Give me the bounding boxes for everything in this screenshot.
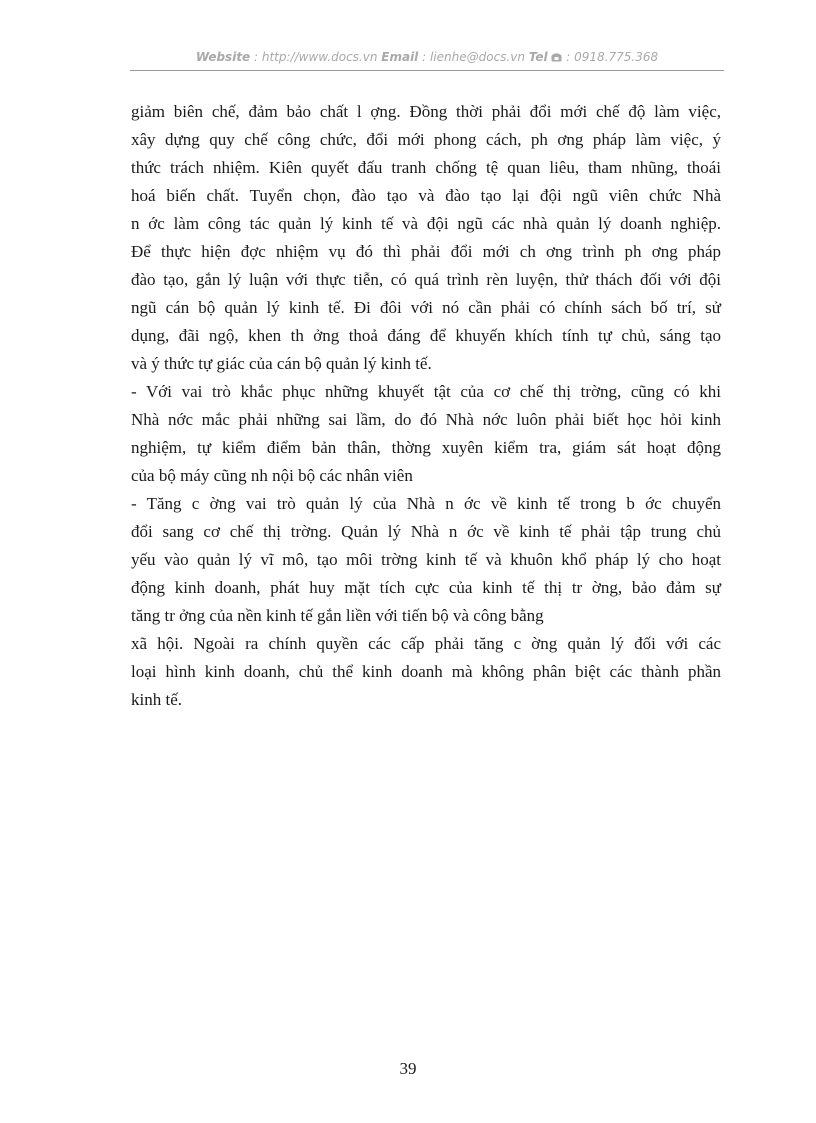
text-line: xã hội. Ngoài ra chính quyền các cấp phải tăng c ờng quản lý đối với các [131,634,721,653]
text-line: dụng, đãi ngộ, khen th ởng thoả đáng để khuyến khích tính tự chủ, sáng tạo [131,326,721,345]
header-divider [130,70,724,71]
text-line: giảm biên chế, đảm bảo chất l ợng. Đồng thời phải đổi mới chế độ làm việc, [131,102,721,121]
text-line: hoá biến chất. Tuyển chọn, đào tạo và đào tạo lại đội ngũ viên chức Nhà [131,186,721,205]
text-line: yếu vào quản lý vĩ mô, tạo môi trờng kinh tế và khuôn khổ pháp lý cho hoạt [131,550,721,569]
text-line: và ý thức tự giác của cán bộ quản lý kinh tế. [131,354,432,373]
email-label: Email [381,50,419,64]
text-line: Nhà nớc mắc phải những sai lầm, do đó Nhà nớc luôn phải biết học hỏi kinh [131,410,721,429]
text-line: đổi sang cơ chế thị trờng. Quản lý Nhà n ớc về kinh tế phải tập trung chủ [131,522,721,541]
text-line: động kinh doanh, phát huy mặt tích cực của kinh tế thị tr ờng, bảo đảm sự [131,578,721,597]
tel-label: Tel [528,50,548,64]
tel-value: : 0918.775.368 [562,50,659,64]
text-line: kinh tế. [131,690,182,709]
text-line: nghiệm, tự kiểm điểm bản thân, thờng xuyên kiểm tra, giám sát hoạt động [131,438,721,457]
text-line: của bộ máy cũng nh nội bộ các nhân viên [131,466,413,485]
page-number: 39 [399,1059,417,1078]
email-value: : lienhe@docs.vn [418,50,529,64]
page-header [130,50,724,64]
website-value: : http://www.docs.vn [250,50,382,64]
text-line: xây dựng quy chế công chức, đổi mới phong cách, ph ơng pháp làm việc, ý [131,130,721,149]
text-line: Để thực hiện đợc nhiệm vụ đó thì phải đổi mới ch ơng trình ph ơng pháp [131,242,721,261]
text-line: thức trách nhiệm. Kiên quyết đấu tranh chống tệ quan liêu, tham nhũng, thoái [131,158,721,177]
text-line: tăng tr ởng của nền kinh tế gắn liền với tiến bộ và công bằng [131,606,544,625]
text-line: loại hình kinh doanh, chủ thể kinh doanh mà không phân biệt các thành phần [131,662,721,681]
website-label: Website [195,50,251,64]
text-line: - Tăng c ờng vai trò quản lý của Nhà n ớc về kinh tế trong b ớc chuyển [131,494,721,513]
document-body [131,98,721,714]
text-line: - Với vai trò khắc phục những khuyết tật của cơ chế thị trờng, cũng có khi [131,382,721,401]
text-line: ngũ cán bộ quản lý kinh tế. Đi đôi với nó cần phải có chính sách bố trí, sử [131,298,721,317]
text-line: n ớc làm công tác quản lý kinh tế và đội ngũ các nhà quản lý doanh nghiệp. [131,214,721,233]
text-line: đào tạo, gắn lý luận với thực tiễn, có quá trình rèn luyện, thử thách đối với đội [131,270,721,289]
phone-icon [551,52,562,62]
